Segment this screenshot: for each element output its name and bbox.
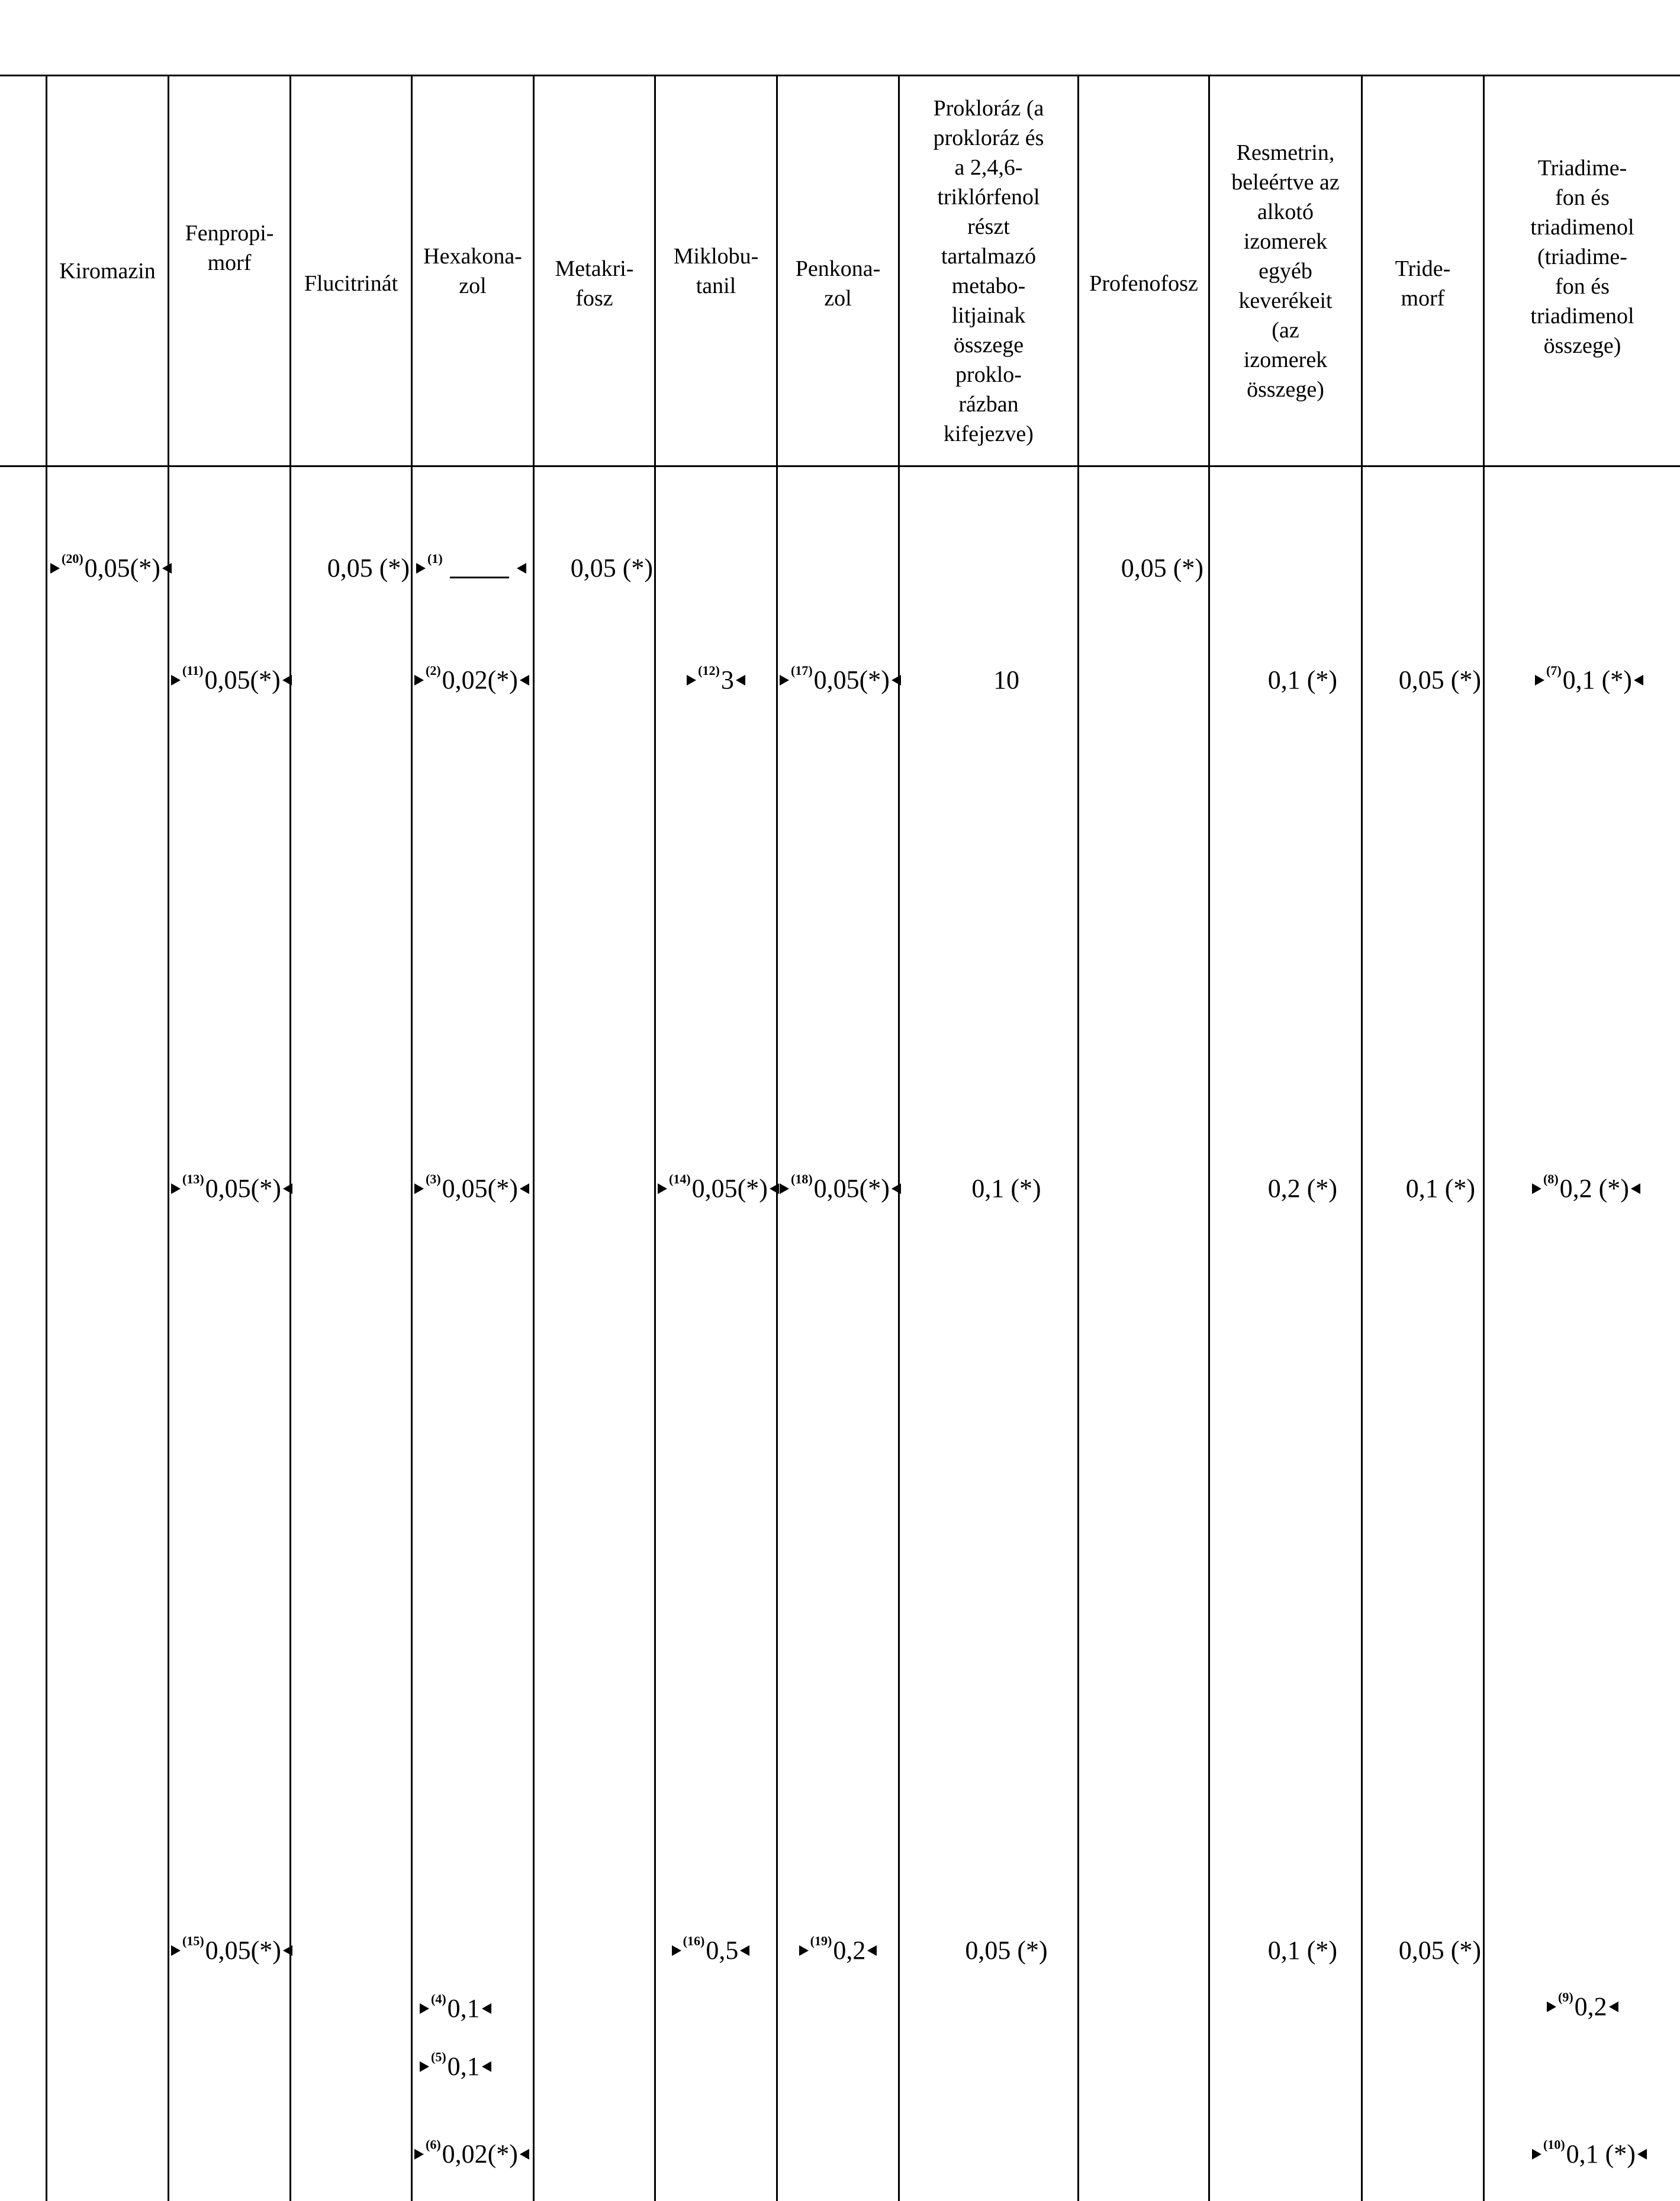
cell-value: 0,1 (*) <box>971 1174 1041 1203</box>
cell-fenpropimorf-r3 <box>169 1172 294 1205</box>
cell-resmetrin-r3 <box>1210 1172 1337 1205</box>
amendment-end-marker <box>867 1945 877 1956</box>
cell-value: 0,05 (*) <box>965 1936 1048 1965</box>
amendment-start-marker <box>416 563 426 574</box>
footnote-ref: (20) <box>62 551 83 566</box>
amendment-start-marker <box>780 1183 789 1194</box>
amendment-start-marker <box>420 2003 429 2014</box>
cell-value: 0,1 (*) <box>1566 2139 1636 2168</box>
header-kiromazin: Kiromazin <box>59 258 156 284</box>
header-hexakonazol: Hexakona- zol <box>423 243 522 298</box>
amendment-start-marker <box>171 1945 181 1956</box>
footnote-ref: (2) <box>426 663 441 678</box>
cell-value: 0,2 <box>833 1936 866 1965</box>
footnote-ref: (15) <box>182 1933 204 1948</box>
cell-resmetrin-r4 <box>1210 1934 1337 1967</box>
cell-miklobutanil-r4 <box>656 1934 765 1967</box>
cell-metakrifosz-r1 <box>535 552 653 585</box>
footnote-ref: (12) <box>698 663 720 678</box>
cell-value: 0,05 (*) <box>327 554 410 583</box>
cell-resmetrin-r2 <box>1210 664 1337 697</box>
amendment-start-marker <box>171 675 181 686</box>
cell-value: 0,1 (*) <box>1562 665 1632 694</box>
amendment-end-marker <box>736 675 745 686</box>
footnote-ref: (5) <box>431 2049 446 2064</box>
amendment-start-marker <box>1547 2002 1556 2012</box>
cell-value: 0,1 (*) <box>1267 665 1337 694</box>
cell-triadimefon-r3 <box>1530 1172 1642 1205</box>
cell-penkonazol-r4 <box>778 1934 898 1967</box>
amendment-end-marker <box>162 563 172 574</box>
amendment-end-marker <box>1634 675 1643 686</box>
cell-miklobutanil-r3 <box>656 1172 781 1205</box>
cell-penkonazol-r3 <box>778 1172 903 1205</box>
amendment-start-marker <box>1535 675 1544 686</box>
cell-hexakonazol-r2 <box>413 664 531 697</box>
cell-prokloraz-r3 <box>900 1172 1113 1205</box>
header-triadimefon: Triadime- fon és triadimenol (triadime- fon és triadimenol összege) <box>1530 156 1634 358</box>
amendment-end-marker <box>520 1183 529 1194</box>
header-miklobutanil: Miklobu- tanil <box>673 243 759 298</box>
footnote-ref: (17) <box>791 663 813 678</box>
amendment-end-marker <box>282 675 292 686</box>
amendment-end-marker <box>517 563 526 574</box>
footnote-ref: (4) <box>431 1991 446 2006</box>
amendment-start-marker <box>1532 2149 1541 2160</box>
amendment-start-marker <box>171 1183 181 1194</box>
cell-value: 0,05(*) <box>442 1174 518 1203</box>
amendment-start-marker <box>672 1945 681 1956</box>
cell-miklobutanil-r2 <box>656 664 776 697</box>
amendment-start-marker <box>420 2061 429 2072</box>
cell-value: 0,05(*) <box>205 1936 281 1965</box>
header-prokloraz: Prokloráz (a prokloráz és a 2,4,6- triklórfenol részt tartalmazó metabo- litjainak összege proklo- rázban kifejezve) <box>933 95 1044 446</box>
cell-fenpropimorf-r4 <box>169 1934 294 1967</box>
footnote-ref: (1) <box>427 551 443 566</box>
cell-triadimefon-r5 <box>1545 1990 1620 2023</box>
cell-value: 0,05(*) <box>813 665 890 694</box>
cell-value: 0,05(*) <box>813 1174 890 1203</box>
cell-prokloraz-r2 <box>900 664 1113 697</box>
cell-value: 3 <box>720 665 734 694</box>
footnote-ref: (3) <box>426 1172 441 1186</box>
cell-hexakonazol-r5 <box>418 1992 493 2025</box>
amendment-start-marker <box>414 2149 424 2160</box>
cell-tridemorf-r4 <box>1363 1934 1481 1967</box>
footnote-ref: (13) <box>182 1172 204 1186</box>
cell-value: 0,1 <box>447 1994 480 2023</box>
amendment-end-marker <box>740 1945 749 1956</box>
cell-value: 0,05(*) <box>84 554 160 583</box>
cell-value: 0,05 (*) <box>570 554 653 583</box>
footnote-ref: (18) <box>791 1172 813 1186</box>
cell-tridemorf-r3 <box>1363 1172 1475 1205</box>
amendment-end-marker <box>283 1183 292 1194</box>
amendment-end-marker <box>482 2003 491 2014</box>
cell-value: 0,05 (*) <box>1398 1936 1481 1965</box>
cell-hexakonazol-r7 <box>413 2138 531 2171</box>
footnote-ref: (16) <box>683 1933 705 1948</box>
cell-triadimefon-r2 <box>1533 664 1645 697</box>
footnote-ref: (11) <box>182 663 204 678</box>
amendment-start-marker <box>799 1945 809 1956</box>
amendment-start-marker <box>414 1183 424 1194</box>
amendment-end-marker <box>520 675 529 686</box>
cell-value: 0,05 (*) <box>1398 665 1481 694</box>
amendment-end-marker <box>482 2061 491 2072</box>
amendment-start-marker <box>1532 1183 1541 1194</box>
cell-value: 0,1 <box>447 2052 480 2081</box>
cell-value: 0,05(*) <box>691 1174 768 1203</box>
cell-value: 0,2 (*) <box>1267 1174 1337 1203</box>
cell-triadimefon-r7 <box>1530 2138 1649 2171</box>
cell-flucitrinat-r1 <box>291 552 410 585</box>
header-penkonazol: Penkona- zol <box>795 256 881 311</box>
amendment-start-marker <box>658 1183 667 1194</box>
amendment-start-marker <box>780 675 789 686</box>
cell-penkonazol-r2 <box>778 664 903 697</box>
cell-kiromazin-r1 <box>49 552 173 585</box>
header-fenpropimorf: Fenpropi- morf <box>185 221 274 275</box>
cell-value: 0,05(*) <box>204 665 281 694</box>
footnote-ref: (14) <box>669 1172 691 1186</box>
cell-tridemorf-r2 <box>1363 664 1481 697</box>
cell-value: 0,5 <box>706 1936 739 1965</box>
amendment-end-marker <box>1637 2149 1647 2160</box>
cell-profenofosz-r1 <box>1079 552 1203 585</box>
cell-value: 0,02(*) <box>442 665 518 694</box>
header-tridemorf: Tride- morf <box>1395 256 1451 311</box>
footnote-ref: (6) <box>426 2137 441 2152</box>
cell-value: 0,1 (*) <box>1267 1936 1337 1965</box>
header-metakrifosz: Metakri- fosz <box>555 256 634 311</box>
amendment-start-marker <box>687 675 696 686</box>
amendment-start-marker <box>50 563 60 574</box>
cell-value: 0,2 (*) <box>1559 1174 1629 1203</box>
footnote-ref: (19) <box>810 1933 832 1948</box>
cell-value: 10 <box>993 665 1019 694</box>
cell-value: 0,1 (*) <box>1405 1174 1475 1203</box>
header-profenofosz: Profenofosz <box>1089 271 1198 296</box>
amendment-end-marker <box>1631 1183 1640 1194</box>
footnote-ref: (9) <box>1558 1990 1573 2004</box>
amendment-end-marker <box>520 2149 529 2160</box>
cell-hexakonazol-r6 <box>418 2050 493 2083</box>
cell-hexakonazol-r3 <box>413 1172 531 1205</box>
cell-value: 0,05 (*) <box>1121 554 1203 583</box>
footnote-ref: (8) <box>1543 1172 1559 1186</box>
header-flucitrinat: Flucitrinát <box>304 271 398 296</box>
deleted-value-line <box>450 559 509 578</box>
amendment-end-marker <box>283 1945 292 1956</box>
cell-value: 0,05(*) <box>205 1174 281 1203</box>
amendment-start-marker <box>414 675 424 686</box>
footnote-ref: (10) <box>1543 2137 1565 2152</box>
footnote-ref: (7) <box>1546 663 1562 678</box>
header-resmetrin: Resmetrin, beleértve az alkotó izomerek egyéb keverékeit (az izomerek összege) <box>1231 140 1340 402</box>
cell-value: 0,02(*) <box>442 2139 518 2168</box>
amendment-end-marker <box>1609 2002 1618 2012</box>
cell-hexakonazol-r1 <box>414 552 528 585</box>
cell-fenpropimorf-r2 <box>169 664 294 697</box>
cell-value: 0,2 <box>1574 1992 1607 2021</box>
cell-prokloraz-r4 <box>900 1934 1113 1967</box>
